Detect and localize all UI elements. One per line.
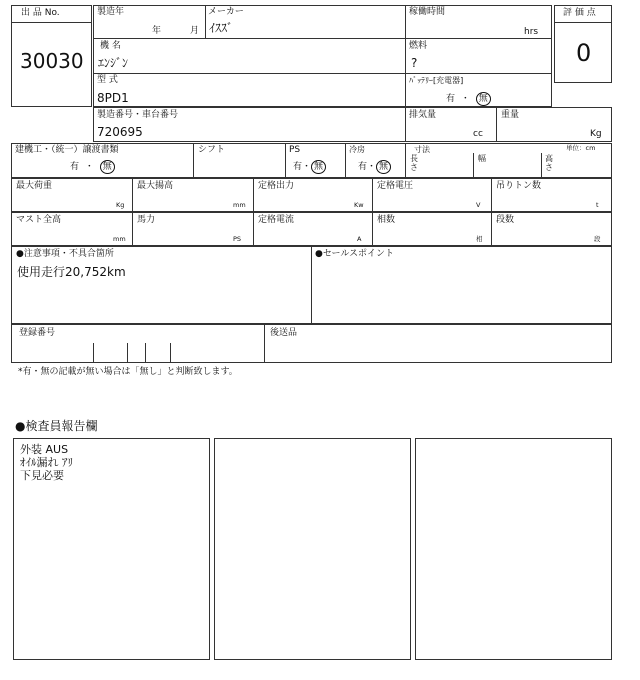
ps-label: PS bbox=[289, 145, 301, 155]
divider bbox=[405, 143, 406, 178]
dimensions-label: 寸法 bbox=[414, 145, 430, 154]
inspector-panel-2 bbox=[214, 438, 411, 660]
transfer-doc-label: 建機工・（統一）譲渡書類 bbox=[15, 145, 119, 155]
shipping-label: 後送品 bbox=[270, 328, 298, 338]
rated-output-label: 定格出力 bbox=[258, 181, 295, 191]
inspector-line-3: 下見必要 bbox=[20, 469, 64, 482]
divider bbox=[345, 143, 346, 178]
battery-no-circled: 無 bbox=[476, 92, 491, 106]
divider bbox=[93, 343, 94, 363]
rated-voltage-label: 定格電圧 bbox=[377, 181, 414, 191]
serial-value: 720695 bbox=[97, 125, 143, 139]
ps-yes: 有 bbox=[293, 162, 303, 172]
divider bbox=[11, 22, 92, 23]
lift-ton-label: 吊りトン数 bbox=[496, 181, 542, 191]
cooler-options bbox=[358, 160, 391, 174]
spec-row-b bbox=[11, 212, 612, 246]
battery-yes: 有 bbox=[446, 94, 456, 104]
weight-label: 重量 bbox=[501, 110, 520, 120]
transfer-doc-no-circled: 無 bbox=[100, 160, 115, 174]
rated-output-unit: Kw bbox=[354, 201, 364, 209]
battery-label: ﾊﾞｯﾃﾘｰ[充電器] bbox=[409, 76, 464, 85]
footnote: *有・無の記載が無い場合は「無し」と判断致します。 bbox=[18, 367, 238, 377]
mast-height-unit: mm bbox=[113, 235, 126, 243]
ps-dot: ・ bbox=[302, 162, 312, 172]
model-type-label: 型 式 bbox=[97, 75, 118, 85]
sales-label: ●セールスポイント bbox=[315, 249, 395, 259]
stages-label: 段数 bbox=[496, 215, 515, 225]
hours-label: 稼働時間 bbox=[409, 7, 446, 17]
divider bbox=[473, 153, 474, 178]
divider bbox=[285, 143, 286, 178]
inspector-panel-3 bbox=[415, 438, 612, 660]
phase-label: 相数 bbox=[377, 215, 396, 225]
model-name-label: 機 名 bbox=[100, 41, 121, 51]
divider bbox=[554, 22, 612, 23]
mast-height-label: マスト全高 bbox=[16, 215, 62, 225]
dim-length-a: 長 bbox=[410, 154, 418, 163]
inspector-title: ●検査員報告欄 bbox=[15, 419, 98, 433]
horsepower-label: 馬力 bbox=[137, 215, 156, 225]
divider bbox=[93, 73, 552, 74]
ps-options bbox=[293, 160, 326, 174]
hours-unit: hrs bbox=[524, 27, 539, 37]
fuel-label: 燃料 bbox=[409, 41, 428, 51]
divider bbox=[405, 107, 406, 142]
year-label: 製造年 bbox=[97, 7, 125, 17]
divider bbox=[170, 343, 171, 363]
transfer-doc-options bbox=[70, 160, 115, 174]
cooler-no-circled: 無 bbox=[376, 160, 391, 174]
registration-row bbox=[11, 324, 612, 363]
notes-value: 使用走行20,752km bbox=[17, 265, 126, 279]
fuel-value: ? bbox=[411, 56, 418, 70]
divider bbox=[205, 5, 206, 38]
dim-height-a: 高 bbox=[545, 154, 553, 163]
divider bbox=[193, 143, 194, 178]
displacement-label: 排気量 bbox=[409, 110, 437, 120]
battery-dot: ・ bbox=[460, 94, 470, 104]
divider bbox=[496, 107, 497, 142]
rated-current-unit: A bbox=[357, 235, 362, 243]
lot-number: 30030 bbox=[20, 49, 84, 73]
year-unit: 年 bbox=[152, 26, 162, 36]
rated-current-label: 定格電流 bbox=[258, 215, 295, 225]
dim-width: 幅 bbox=[478, 154, 486, 163]
stages-unit: 段 bbox=[594, 235, 601, 243]
divider bbox=[264, 324, 265, 363]
transfer-doc-dot: ・ bbox=[84, 162, 94, 172]
model-type-value: 8PD1 bbox=[97, 91, 129, 105]
divider bbox=[93, 38, 552, 39]
max-load-label: 最大荷重 bbox=[16, 181, 53, 191]
maker-value: ｲｽｽﾞ bbox=[209, 21, 234, 35]
rated-voltage-unit: V bbox=[476, 201, 481, 209]
inspector-line-1: 外装 AUS bbox=[20, 443, 69, 456]
serial-label: 製造番号・車台番号 bbox=[97, 110, 179, 120]
notes-label: ●注意事項・不具合箇所 bbox=[16, 249, 114, 259]
max-load-unit: Kg bbox=[116, 201, 125, 209]
lot-label: 出 品 No. bbox=[21, 8, 60, 18]
cooler-yes: 有 bbox=[358, 162, 368, 172]
divider bbox=[127, 343, 128, 363]
dimensions-unit-note: 単位：cm bbox=[566, 144, 596, 152]
rating-value: 0 bbox=[576, 39, 592, 67]
divider bbox=[311, 246, 312, 324]
max-lift-label: 最大揚高 bbox=[137, 181, 174, 191]
rating-label: 評 価 点 bbox=[563, 8, 596, 18]
horsepower-unit: PS bbox=[233, 235, 242, 243]
registration-label: 登録番号 bbox=[19, 328, 56, 338]
dim-height-b: さ bbox=[545, 163, 553, 172]
transfer-doc-yes: 有 bbox=[70, 162, 80, 172]
maker-label: メーカー bbox=[208, 7, 244, 17]
divider bbox=[541, 153, 542, 178]
divider bbox=[145, 343, 146, 363]
cooler-dot: ・ bbox=[367, 162, 377, 172]
shift-label: シフト bbox=[198, 145, 226, 155]
dim-length-b: さ bbox=[410, 163, 418, 172]
inspector-line-2: ｵｲﾙ漏れ ｱﾘ bbox=[20, 456, 73, 469]
lift-ton-unit: t bbox=[596, 201, 599, 209]
battery-options bbox=[446, 92, 491, 106]
displacement-unit: cc bbox=[473, 129, 483, 139]
max-lift-unit: mm bbox=[233, 201, 246, 209]
model-name-value: ｴﾝｼﾞﾝ bbox=[98, 56, 129, 70]
cooler-label: 冷房 bbox=[349, 145, 365, 154]
weight-unit: Kg bbox=[590, 129, 602, 139]
divider bbox=[405, 5, 406, 107]
phase-unit: 相 bbox=[476, 235, 483, 243]
month-unit: 月 bbox=[190, 26, 200, 36]
ps-no-circled: 無 bbox=[311, 160, 326, 174]
